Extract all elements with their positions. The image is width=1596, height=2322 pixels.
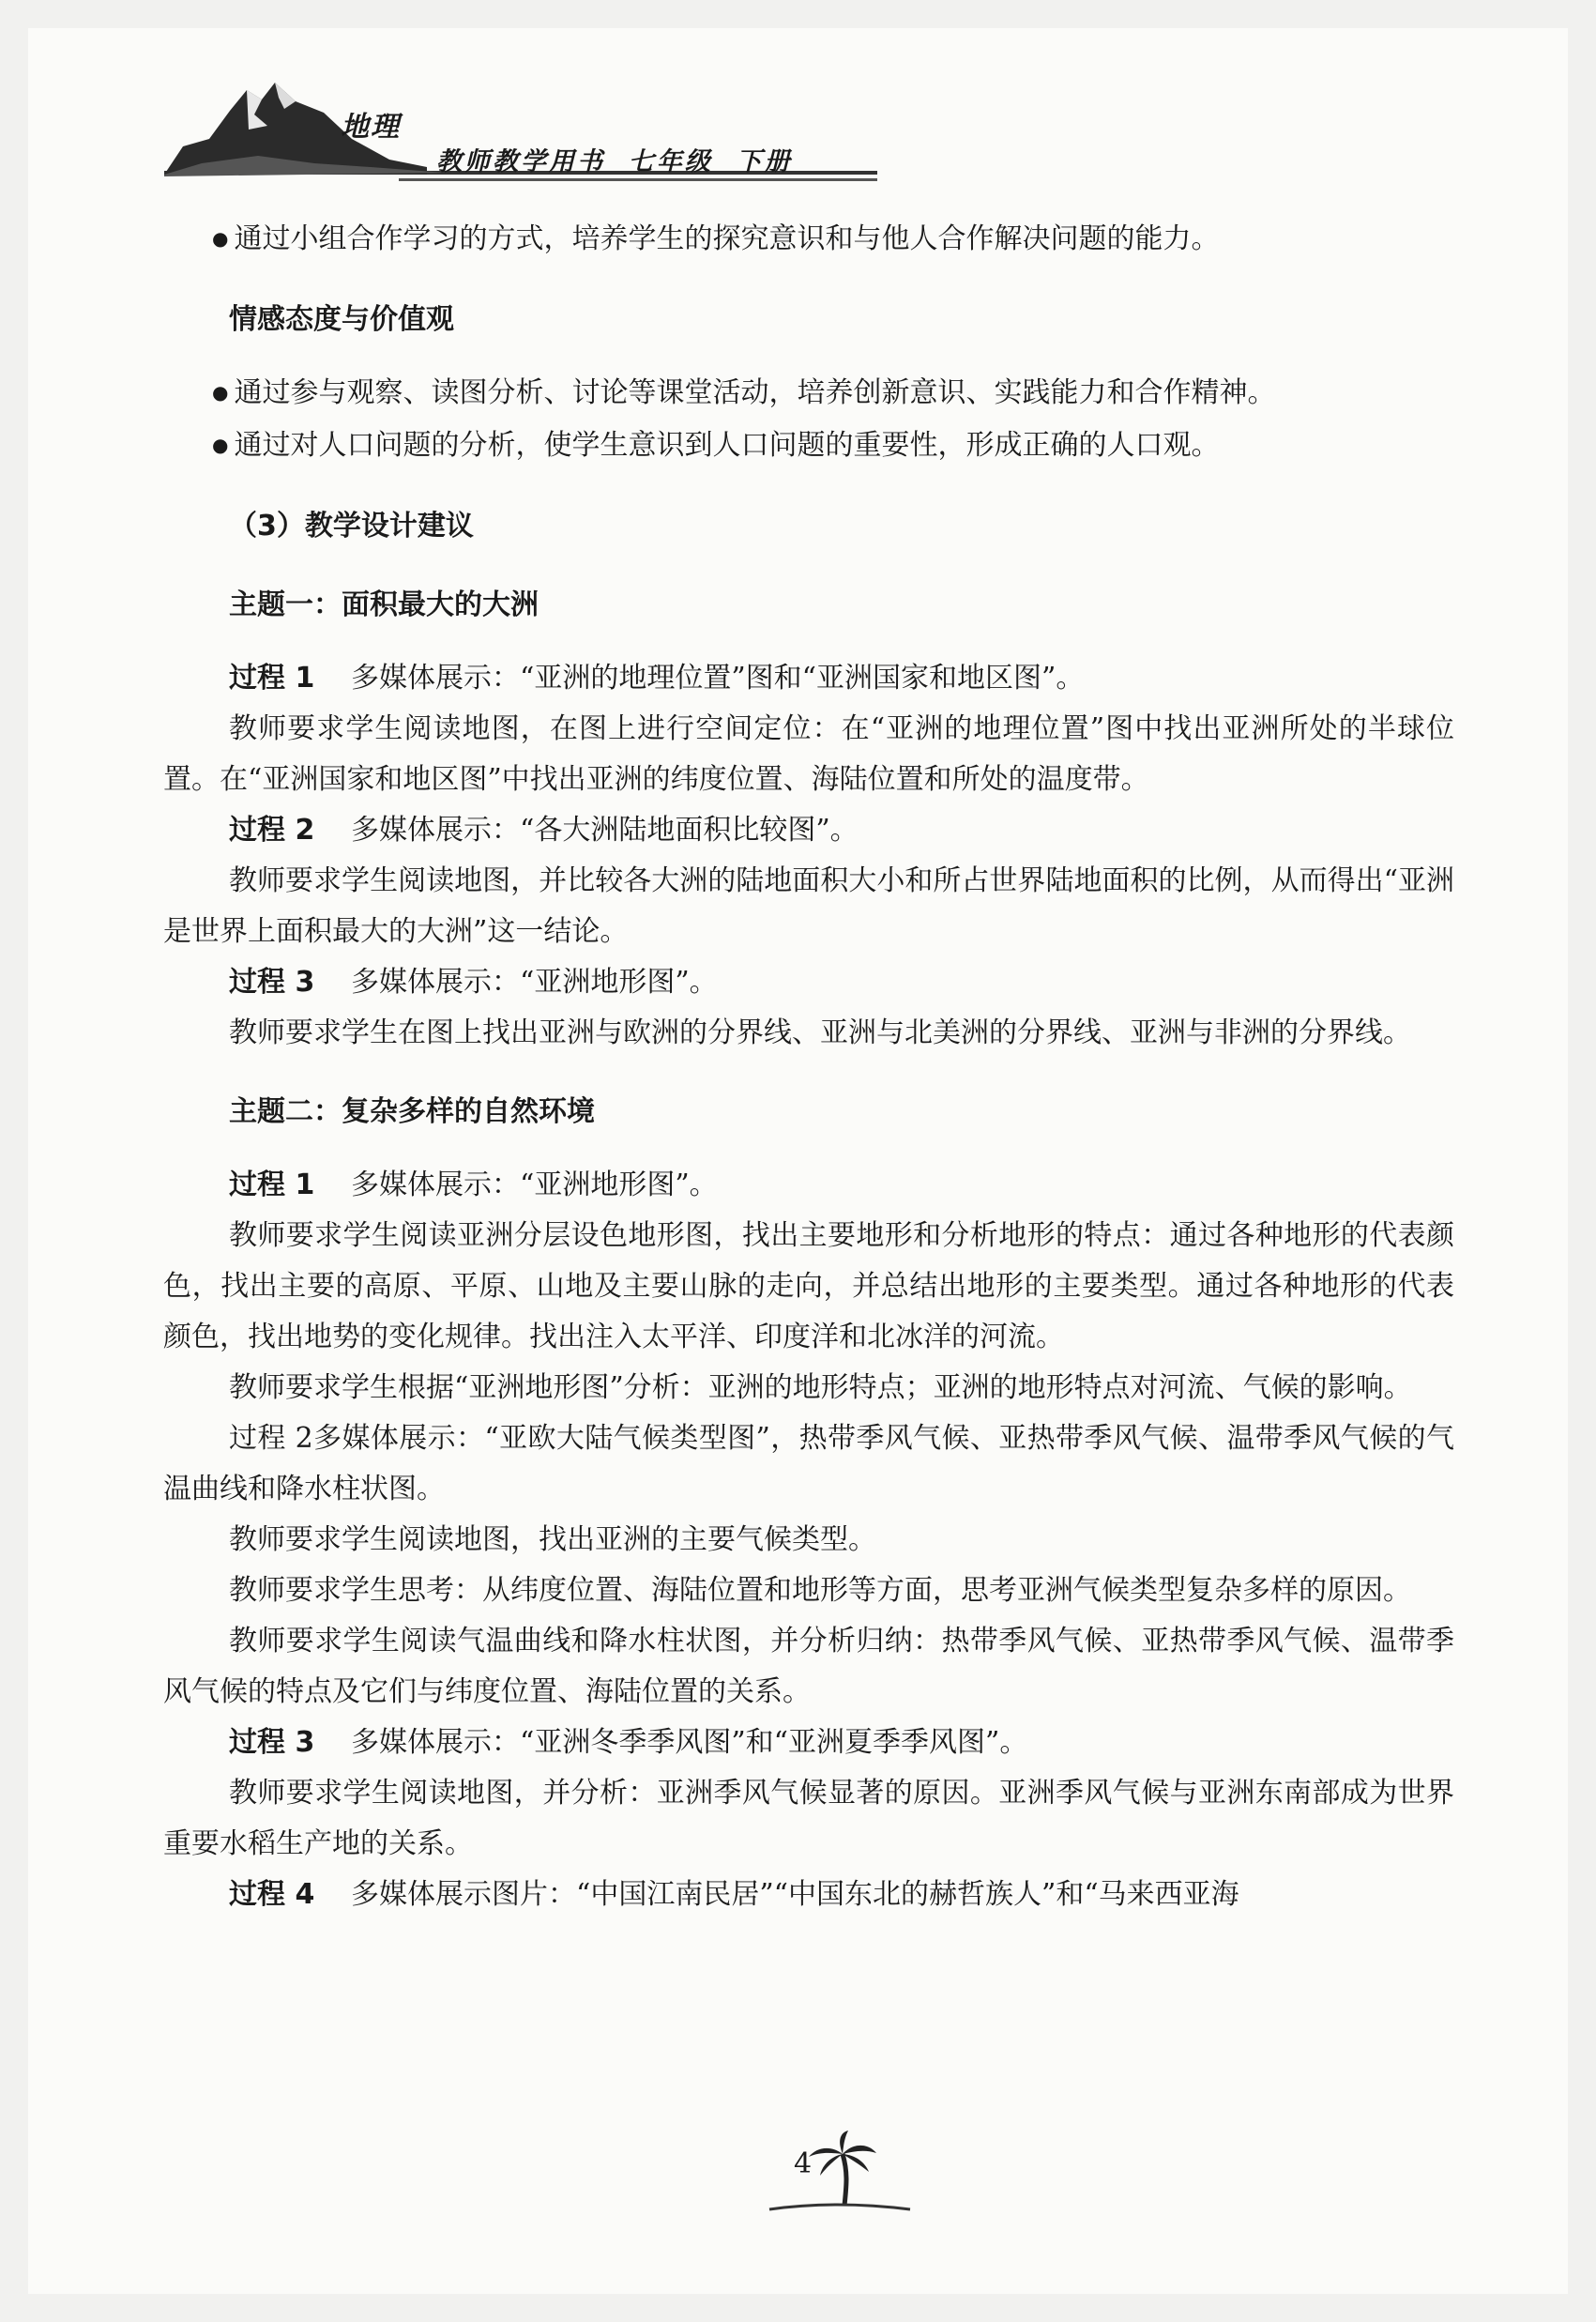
process-label: 过程 2 xyxy=(229,814,315,847)
section-heading-attitude: 情感态度与价值观 xyxy=(229,303,454,336)
page-number: 4 xyxy=(794,2147,813,2180)
process-text: 多媒体展示：“各大洲陆地面积比较图”。 xyxy=(351,814,859,847)
process-line xyxy=(163,1160,1454,1211)
paragraph: 教师要求学生根据“亚洲地形图”分析：亚洲的地形特点；亚洲的地形特点对河流、气候的影响。 xyxy=(229,1371,1412,1404)
palm-tree-icon xyxy=(751,2131,920,2215)
process-text: 多媒体展示：“亚欧大陆气候类型图”，热带季风气候、亚热带季风气候、温带季风气候的气温曲线和降水柱状图。 xyxy=(163,1422,1454,1505)
topic-heading-1: 主题一：面积最大的大洲 xyxy=(229,588,539,621)
process-line xyxy=(163,1718,1454,1768)
paragraph: 教师要求学生阅读地图，找出亚洲的主要气候类型。 xyxy=(229,1523,876,1556)
process-line xyxy=(163,957,1454,1008)
process-label: 过程 3 xyxy=(229,1726,315,1759)
page-header xyxy=(164,73,896,195)
process-line xyxy=(163,653,1454,704)
paragraph: 教师要求学生阅读气温曲线和降水柱状图，并分析归纳：热带季风气候、亚热带季风气候、温带季风气候的特点及它们与纬度位置、海陆位置的关系。 xyxy=(163,1625,1454,1708)
bullet-item: ● 通过参与观察、读图分析、讨论等课堂活动，培养创新意识、实践能力和合作精神。 xyxy=(163,368,1454,420)
paragraph: 教师要求学生阅读地图，并比较各大洲的陆地面积大小和所占世界陆地面积的比例，从而得出“亚洲是世界上面积最大的大洲”这一结论。 xyxy=(163,864,1454,948)
process-text: 多媒体展示：“亚洲的地理位置”图和“亚洲国家和地区图”。 xyxy=(351,662,1085,695)
paragraph: 教师要求学生阅读地图，在图上进行空间定位：在“亚洲的地理位置”图中找出亚洲所处的半球位置。在“亚洲国家和地区图”中找出亚洲的纬度位置、海陆位置和所处的温度带。 xyxy=(163,712,1454,796)
header-subject: 地理 xyxy=(341,111,401,144)
process-label: 过程 2 xyxy=(229,1422,313,1455)
process-label: 过程 1 xyxy=(229,662,315,695)
bullet-item: ● 通过对人口问题的分析，使学生意识到人口问题的重要性，形成正确的人口观。 xyxy=(163,420,1454,473)
process-line xyxy=(163,1870,1454,1920)
process-label: 过程 4 xyxy=(229,1878,315,1911)
page-body xyxy=(163,214,1454,1920)
bullet-item: ● 通过小组合作学习的方式，培养学生的探究意识和与他人合作解决问题的能力。 xyxy=(163,214,1454,267)
section-heading-design: （3）教学设计建议 xyxy=(229,510,474,542)
process-text: 多媒体展示图片：“中国江南民居”“中国东北的赫哲族人”和“马来西亚海 xyxy=(351,1878,1239,1911)
paragraph: 教师要求学生在图上找出亚洲与欧洲的分界线、亚洲与北美洲的分界线、亚洲与非洲的分界线。 xyxy=(229,1016,1411,1049)
process-line xyxy=(163,1413,1454,1515)
header-book-title: 教师教学用书 七年级 下册 xyxy=(436,147,793,176)
topic-heading-2: 主题二：复杂多样的自然环境 xyxy=(229,1095,595,1128)
page-footer xyxy=(751,2131,920,2215)
process-text: 多媒体展示：“亚洲地形图”。 xyxy=(351,966,718,999)
paragraph: 教师要求学生阅读地图，并分析：亚洲季风气候显著的原因。亚洲季风气候与亚洲东南部成为世界重要水稻生产地的关系。 xyxy=(163,1777,1454,1860)
process-line xyxy=(163,805,1454,856)
process-label: 过程 1 xyxy=(229,1169,315,1201)
paragraph: 教师要求学生阅读亚洲分层设色地形图，找出主要地形和分析地形的特点：通过各种地形的代表颜色，找出主要的高原、平原、山地及主要山脉的走向，并总结出地形的主要类型。通过各种地形的代表颜色，找出地势的变化规律。找出注入太平洋、印度洋和北冰洋的河流。 xyxy=(163,1219,1454,1353)
paragraph: 教师要求学生思考：从纬度位置、海陆位置和地形等方面，思考亚洲气候类型复杂多样的原因。 xyxy=(229,1574,1411,1607)
process-text: 多媒体展示：“亚洲冬季季风图”和“亚洲夏季季风图”。 xyxy=(351,1726,1028,1759)
process-label: 过程 3 xyxy=(229,966,315,999)
process-text: 多媒体展示：“亚洲地形图”。 xyxy=(351,1169,718,1201)
